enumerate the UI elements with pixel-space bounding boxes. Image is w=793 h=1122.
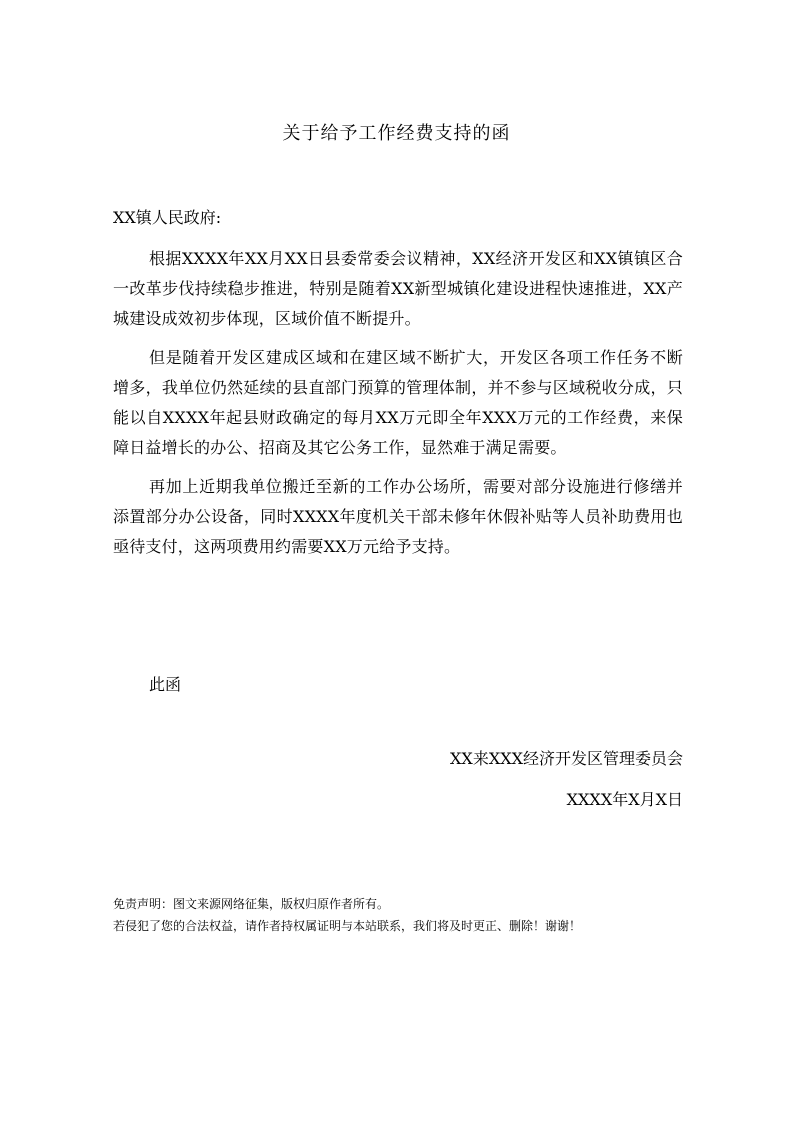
body-paragraph: 根据XXXX年XX月XX日县委常委会议精神，XX经济开发区和XX镇镇区合一改革步伐持续稳步推进，特别是随着XX新型城镇化建设进程快速推进，XX产城建设成效初步体现，区域价值不断提升。 [113,249,683,328]
letter-date: XXXX年X月X日 [566,790,683,809]
sender-name: XX来XXX经济开发区管理委员会 [450,749,683,768]
closing-phrase: 此函 [149,675,182,694]
letter-body [113,244,683,571]
salutation: XX镇人民政府: [113,208,222,227]
disclaimer-line: 若侵犯了您的合法权益，请作者持权属证明与本站联系，我们将及时更正、删除！谢谢！ [113,919,582,933]
disclaimer [113,893,713,937]
body-paragraph: 再加上近期我单位搬迁至新的工作办公场所，需要对部分设施进行修缮并添置部分办公设备，同时XXXX年度机关干部未修年休假补贴等人员补助费用也亟待支付，这两项费用约需要XX万元给予支持。 [113,477,683,556]
letter-title: 关于给予工作经费支持的函 [282,123,511,144]
disclaimer-line: 免责声明：图文来源网络征集，版权归原作者所有。 [113,897,390,911]
body-paragraph: 但是随着开发区建成区域和在建区域不断扩大，开发区各项工作任务不断增多，我单位仍然延续的县直部门预算的管理体制，并不参与区域税收分成，只能以自XXXX年起县财政确定的每月XX万元即全年XXX万元的工作经费，来保障日益增长的办公、招商及其它公务工作，显然难于满足需要。 [113,348,683,457]
